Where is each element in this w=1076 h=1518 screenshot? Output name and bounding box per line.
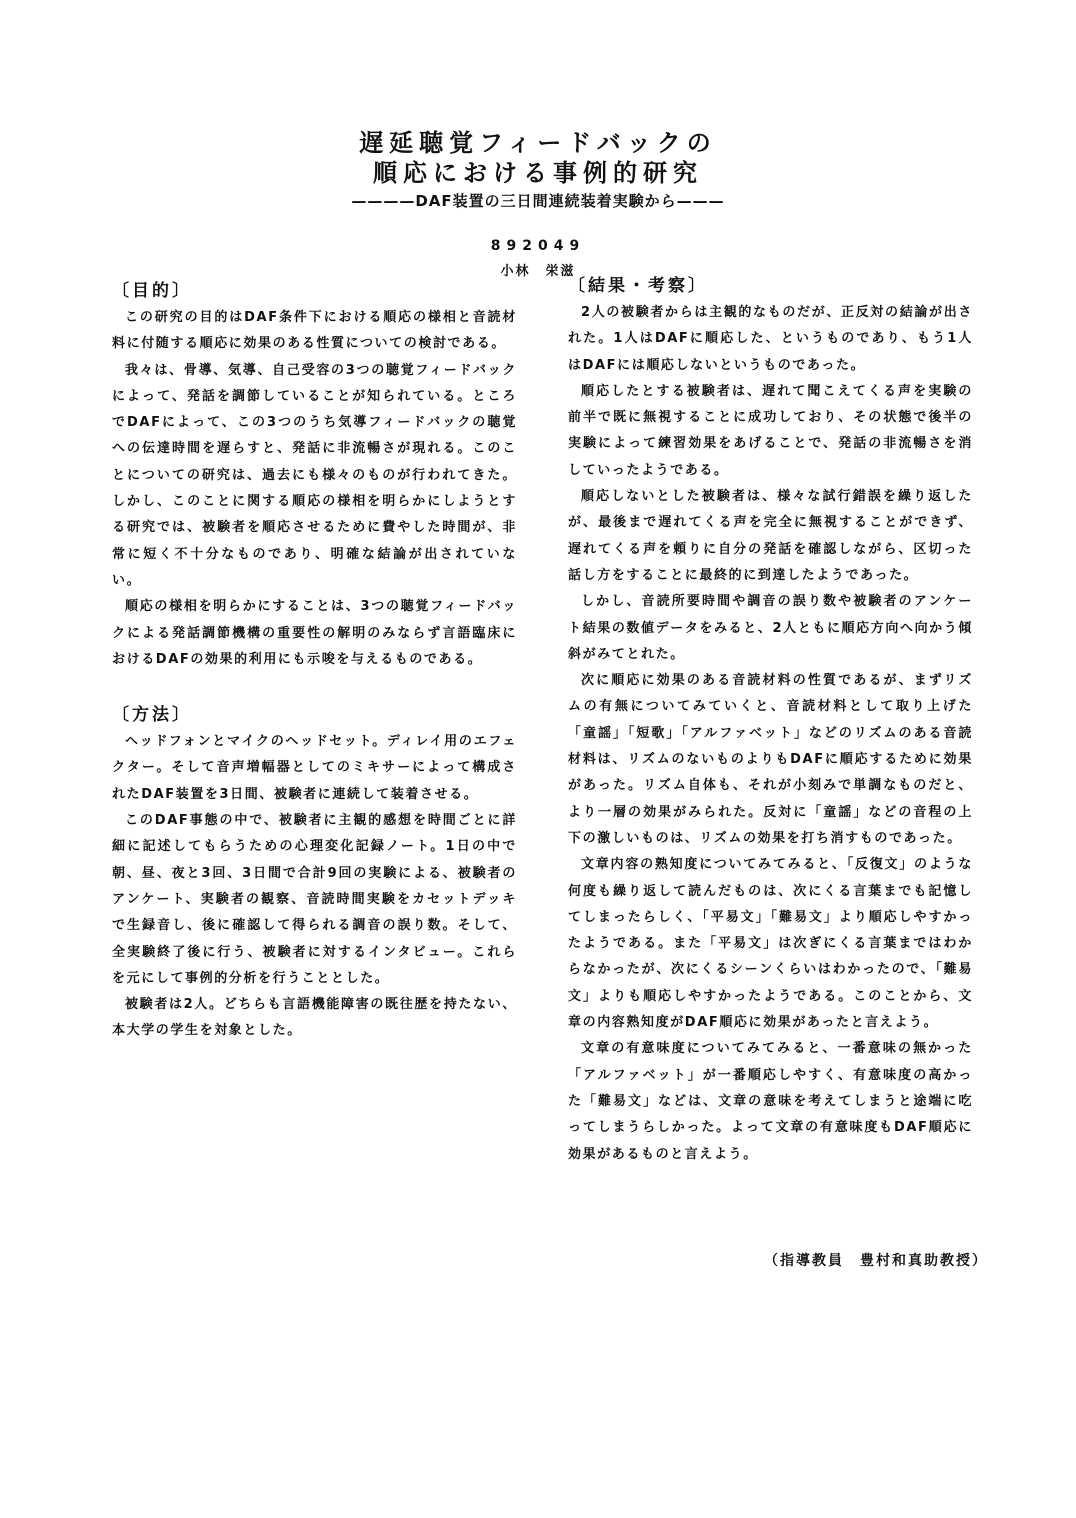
results-paragraph: 次に順応に効果のある音読材料の性質であるが、まずリズムの有無についてみていくと、音読材料として取り上げた「童謡」「短歌」「アルファベット」などのリズムのある音読材料は、リズムのないものよりもDAFに順応するために効果があった。リズム自体も、それが小刻みで単調なものだと、より一層の効果がみられた。反対に「童謡」などの音程の上下の激しいものは、リズムの効果を打ち消すものであった。 [568,673,973,846]
purpose-paragraph: 我々は、骨導、気導、自己受容の3つの聴覚フィードバックによって、発話を調節していることが知られている。ところでDAFによって、この3つのうち気導フィードバックの聴覚への伝達時間を遅らすと、発話に非流暢さが現れる。このことについての研究は、過去にも様々のものが行われてきた。しかし、このことに関する順応の様相を明らかにしようとする研究では、被験者を順応させるために費やした時間が、非常に短く不十分なものであり、明確な結論が出されていない。 [112,362,517,588]
method-paragraph: ヘッドフォンとマイクのヘッドセット。ディレイ用のエフェクター。そして音声増幅器としてのミキサーによって構成されたDAF装置を3日間、被験者に連続して装着させる。 [112,734,517,802]
right-column [568,274,973,1168]
results-paragraph: 文章の有意味度についてみてみると、一番意味の無かった「アルファベット」が一番順応しやすく、有意味度の高かった「難易文」などは、文章の意味を考えてしまうと途端に吃ってしまうらしかった。よって文章の有意味度もDAF順応に効果があるものと言えよう。 [568,1041,973,1162]
results-heading: 〔結果・考察〕 [568,276,708,296]
student-id: 892049 [490,238,586,254]
results-paragraph: 文章内容の熟知度についてみてみると、「反復文」のような何度も繰り返して読んだものは、次にくる言葉までも記憶してしまったらしく、「平易文」「難易文」より順応しやすかったようである。また「平易文」は次ぎにくる言葉まではわからなかったが、次にくるシーンくらいはわかったので、「難易文」よりも順応しやすかったようである。このことから、文章の内容熟知度がDAF順応に効果があったと言えよう。 [568,857,973,1031]
title-block [0,128,1076,211]
purpose-heading: 〔目的〕 [112,281,192,301]
method-paragraph: 被験者は2人。どちらも言語機能障害の既往歴を持たない、本大学の学生を対象とした。 [112,997,517,1039]
advisor-credit: （指導教員 豊村和真助教授） [764,1253,988,1269]
method-paragraph: このDAF事態の中で、被験者に主観的感想を時間ごとに詳細に記述してもらうための心理変化記録ノート。1日の中で朝、昼、夜と3回、3日間で合計9回の実験による、被験者のアンケート、実験者の観察、音読時間実験をカセットデッキで生録音し、後に確認して得られる調音の誤り数。そして、全実験終了後に行う、被験者に対するインタビュー。これらを元にして事例的分析を行うこととした。 [112,813,517,986]
left-column [112,279,517,1045]
results-paragraph: 順応しないとした被験者は、様々な試行錯誤を繰り返したが、最後まで遅れてくる声を完全に無視することができず、遅れてくる声を頼りに自分の発話を確認しながら、区切った話し方をすることに最終的に到達したようであった。 [568,489,973,583]
purpose-paragraph: この研究の目的はDAF条件下における順応の様相と音読材料に付随する順応に効果のある性質についての検討である。 [112,310,517,352]
title-line-2: 順応における事例的研究 [373,158,703,187]
purpose-paragraph: 順応の様相を明らかにすることは、3つの聴覚フィードバックによる発話調節機構の重要性の解明のみならず言語臨床におけるDAFの効果的利用にも示唆を与えるものである。 [112,599,517,667]
method-heading: 〔方法〕 [112,705,192,726]
section-gap [112,673,517,703]
subtitle: ————DAF装置の三日間連続装着実験から——— [351,192,725,210]
results-paragraph: 順応したとする被験者は、遅れて聞こえてくる声を実験の前半で既に無視することに成功しており、その状態で後半の実験によって練習効果をあげることで、発話の非流暢さを消していったようである。 [568,383,973,478]
title-line-1: 遅延聴覚フィードバックの [359,128,717,157]
results-paragraph: 2人の被験者からは主観的なものだが、正反対の結論が出された。1人はDAFに順応した、というものであり、もう1人はDAFには順応しないというものであった。 [568,305,973,373]
author-name: 小林 栄滋 [500,264,576,279]
results-paragraph: しかし、音読所要時間や調音の誤り数や被験者のアンケート結果の数値データをみると、2人ともに順応方向へ向かう傾斜がみてとれた。 [568,594,973,662]
